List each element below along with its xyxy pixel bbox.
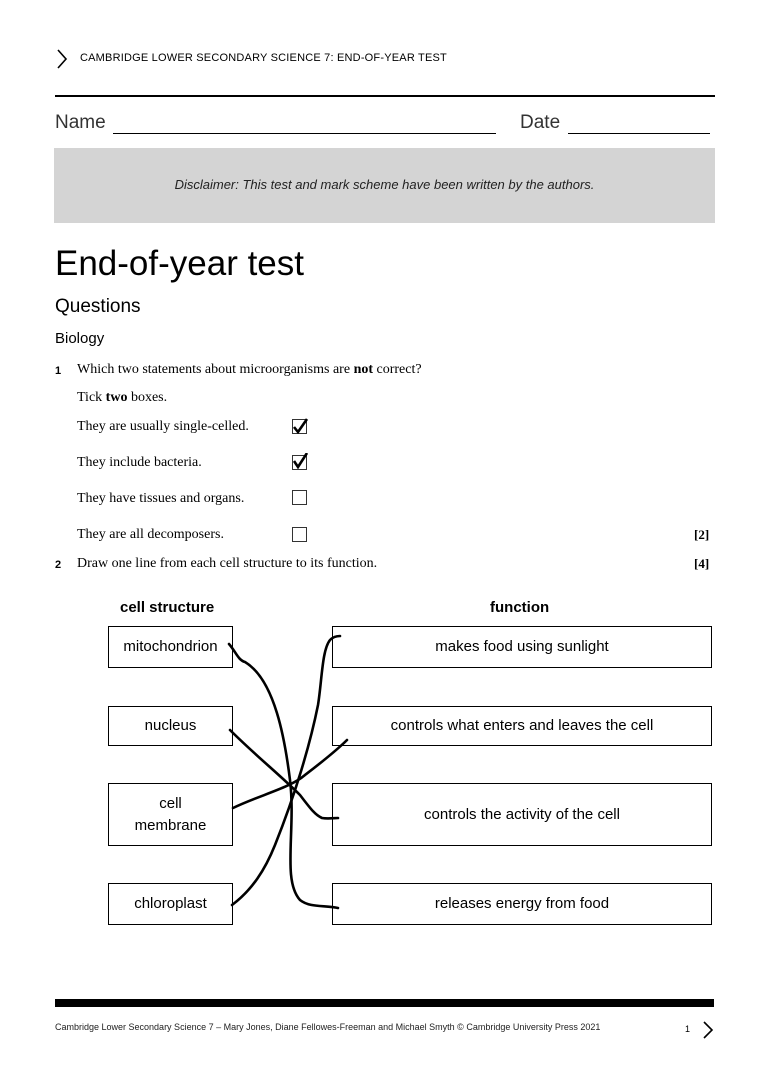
- option-checkbox[interactable]: [292, 455, 307, 470]
- structure-box-cell-membrane[interactable]: cell membrane: [108, 783, 233, 846]
- marks-label: [2]: [694, 527, 710, 542]
- option-checkbox[interactable]: [292, 419, 307, 434]
- chevron-right-icon: [702, 1020, 714, 1040]
- question-text: Draw one line from each cell structure to its function.: [77, 556, 378, 571]
- line-cell-membrane-to-controls-entry: [233, 740, 347, 808]
- function-box-controls-entry[interactable]: controls what enters and leaves the cell: [332, 706, 712, 746]
- section-heading: Biology: [55, 330, 105, 347]
- line-nucleus-to-controls-activity: [230, 730, 338, 818]
- option-checkbox[interactable]: [292, 527, 307, 542]
- line-chloroplast-to-makes-food: [232, 636, 340, 905]
- footer-bar: [55, 999, 714, 1007]
- option-label: They include bacteria.: [77, 455, 202, 470]
- question-instruction: Tick two boxes.: [77, 390, 168, 405]
- name-label: Name: [55, 112, 106, 133]
- line-mitochondrion-to-releases-energy: [229, 644, 338, 908]
- function-box-controls-activity[interactable]: controls the activity of the cell: [332, 783, 712, 846]
- name-field[interactable]: [113, 133, 496, 134]
- question-text: Which two statements about microorganisms are not correct?: [77, 362, 422, 377]
- date-label: Date: [520, 112, 561, 133]
- page-title: End-of-year test: [55, 244, 304, 283]
- disclaimer-text: Disclaimer: This test and mark scheme have been written by the authors.: [174, 177, 595, 192]
- option-label: They have tissues and organs.: [77, 491, 245, 506]
- option-label: They are all decomposers.: [77, 527, 224, 542]
- running-header: CAMBRIDGE LOWER SECONDARY SCIENCE 7: END-OF-YEAR TEST: [80, 52, 447, 64]
- structure-box-mitochondrion[interactable]: mitochondrion: [108, 626, 233, 668]
- option-label: They are usually single-celled.: [77, 419, 249, 434]
- question-number: 2: [55, 559, 62, 571]
- page-number: 1: [685, 1024, 691, 1034]
- column-heading-cell-structure: cell structure: [120, 599, 215, 616]
- tick-mark-icon: [292, 453, 308, 469]
- header-rule: [55, 95, 715, 97]
- option-checkbox[interactable]: [292, 490, 307, 505]
- structure-box-chloroplast[interactable]: chloroplast: [108, 883, 233, 925]
- column-heading-function: function: [490, 599, 550, 616]
- marks-label: [4]: [694, 556, 710, 571]
- question-number: 1: [55, 365, 62, 377]
- tick-mark-icon: [292, 418, 308, 434]
- function-box-releases-energy[interactable]: releases energy from food: [332, 883, 712, 925]
- chevron-right-icon: [55, 47, 69, 71]
- date-field[interactable]: [568, 133, 710, 134]
- function-box-makes-food[interactable]: makes food using sunlight: [332, 626, 712, 668]
- structure-box-nucleus[interactable]: nucleus: [108, 706, 233, 746]
- page-subtitle: Questions: [55, 296, 141, 317]
- footer-copyright: Cambridge Lower Secondary Science 7 – Mary Jones, Diane Fellowes-Freeman and Michael Smyth © Cambridge University Press 2021: [55, 1022, 601, 1032]
